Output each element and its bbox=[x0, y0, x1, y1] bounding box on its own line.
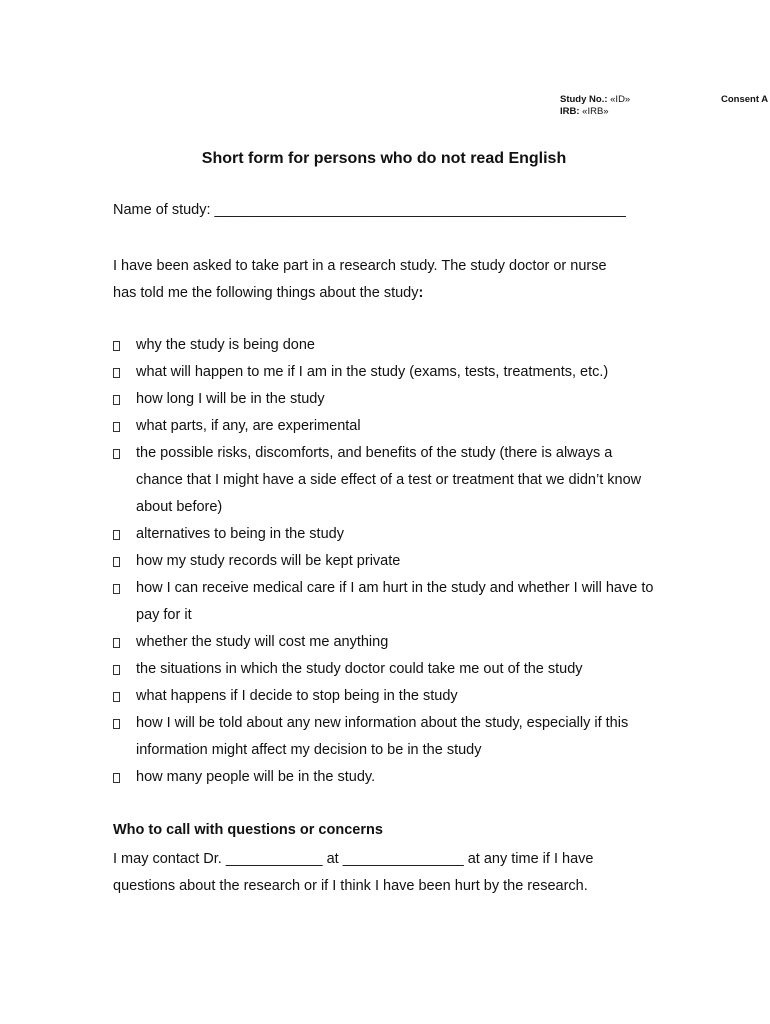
list-item bbox=[113, 575, 658, 629]
square-bullet-icon bbox=[113, 773, 120, 783]
list-item bbox=[113, 521, 658, 548]
study-no-value: «ID» bbox=[610, 94, 631, 105]
list-item bbox=[113, 440, 658, 521]
square-bullet-icon bbox=[113, 368, 120, 378]
list-item-text: what parts, if any, are experimental bbox=[136, 418, 361, 434]
contact-paragraph bbox=[113, 846, 673, 900]
square-bullet-icon bbox=[113, 665, 120, 675]
square-bullet-icon bbox=[113, 395, 120, 405]
list-item-text: how my study records will be kept private bbox=[136, 553, 401, 569]
study-no-label: Study No.: bbox=[560, 94, 608, 105]
list-item-text: how I will be told about any new information about the study, especially if this information might affect my decision to be in the study bbox=[136, 715, 629, 758]
study-info-list bbox=[113, 332, 658, 791]
list-item-text: why the study is being done bbox=[136, 337, 315, 353]
study-no-row bbox=[560, 94, 630, 106]
intro-paragraph bbox=[113, 253, 653, 307]
list-item bbox=[113, 386, 658, 413]
square-bullet-icon bbox=[113, 422, 120, 432]
contact-line-1: I may contact Dr. ____________ at _______________ at any time if I have bbox=[113, 851, 594, 867]
list-item bbox=[113, 710, 658, 764]
square-bullet-icon bbox=[113, 638, 120, 648]
list-item-text: what happens if I decide to stop being in the study bbox=[136, 688, 458, 704]
list-item-text: how I can receive medical care if I am hurt in the study and whether I will have to pay for it bbox=[136, 580, 654, 623]
header-consent-label: Consent A bbox=[721, 94, 769, 105]
list-item-text: how many people will be in the study. bbox=[136, 769, 376, 785]
list-item-text: what will happen to me if I am in the study (exams, tests, treatments, etc.) bbox=[136, 364, 609, 380]
contact-line-2: questions about the research or if I think I have been hurt by the research. bbox=[113, 878, 588, 894]
list-item bbox=[113, 548, 658, 575]
irb-label: IRB: bbox=[560, 106, 580, 117]
contact-heading: Who to call with questions or concerns bbox=[113, 822, 383, 838]
list-item bbox=[113, 629, 658, 656]
square-bullet-icon bbox=[113, 719, 120, 729]
list-item-text: the situations in which the study doctor could take me out of the study bbox=[136, 661, 583, 677]
list-item bbox=[113, 764, 658, 791]
square-bullet-icon bbox=[113, 692, 120, 702]
square-bullet-icon bbox=[113, 530, 120, 540]
list-item bbox=[113, 656, 658, 683]
intro-line-2: has told me the following things about the study bbox=[113, 285, 419, 301]
list-item-text: alternatives to being in the study bbox=[136, 526, 344, 542]
list-item bbox=[113, 332, 658, 359]
name-of-study-field: Name of study: ___________________________________________________ bbox=[113, 202, 626, 218]
list-item-text: whether the study will cost me anything bbox=[136, 634, 389, 650]
square-bullet-icon bbox=[113, 449, 120, 459]
square-bullet-icon bbox=[113, 584, 120, 594]
list-item bbox=[113, 359, 658, 386]
list-item bbox=[113, 413, 658, 440]
header-study-info bbox=[560, 94, 630, 118]
irb-row bbox=[560, 106, 630, 118]
page-title: Short form for persons who do not read English bbox=[201, 150, 567, 167]
square-bullet-icon bbox=[113, 557, 120, 567]
irb-value: «IRB» bbox=[582, 106, 609, 117]
intro-colon: : bbox=[418, 285, 424, 301]
intro-line-1: I have been asked to take part in a research study. The study doctor or nurse bbox=[113, 258, 607, 274]
list-item-text: how long I will be in the study bbox=[136, 391, 325, 407]
list-item bbox=[113, 683, 658, 710]
square-bullet-icon bbox=[113, 341, 120, 351]
list-item-text: the possible risks, discomforts, and benefits of the study (there is always a chance that I might have a side effect of a test or treatment that we didn’t know about before) bbox=[136, 445, 642, 515]
